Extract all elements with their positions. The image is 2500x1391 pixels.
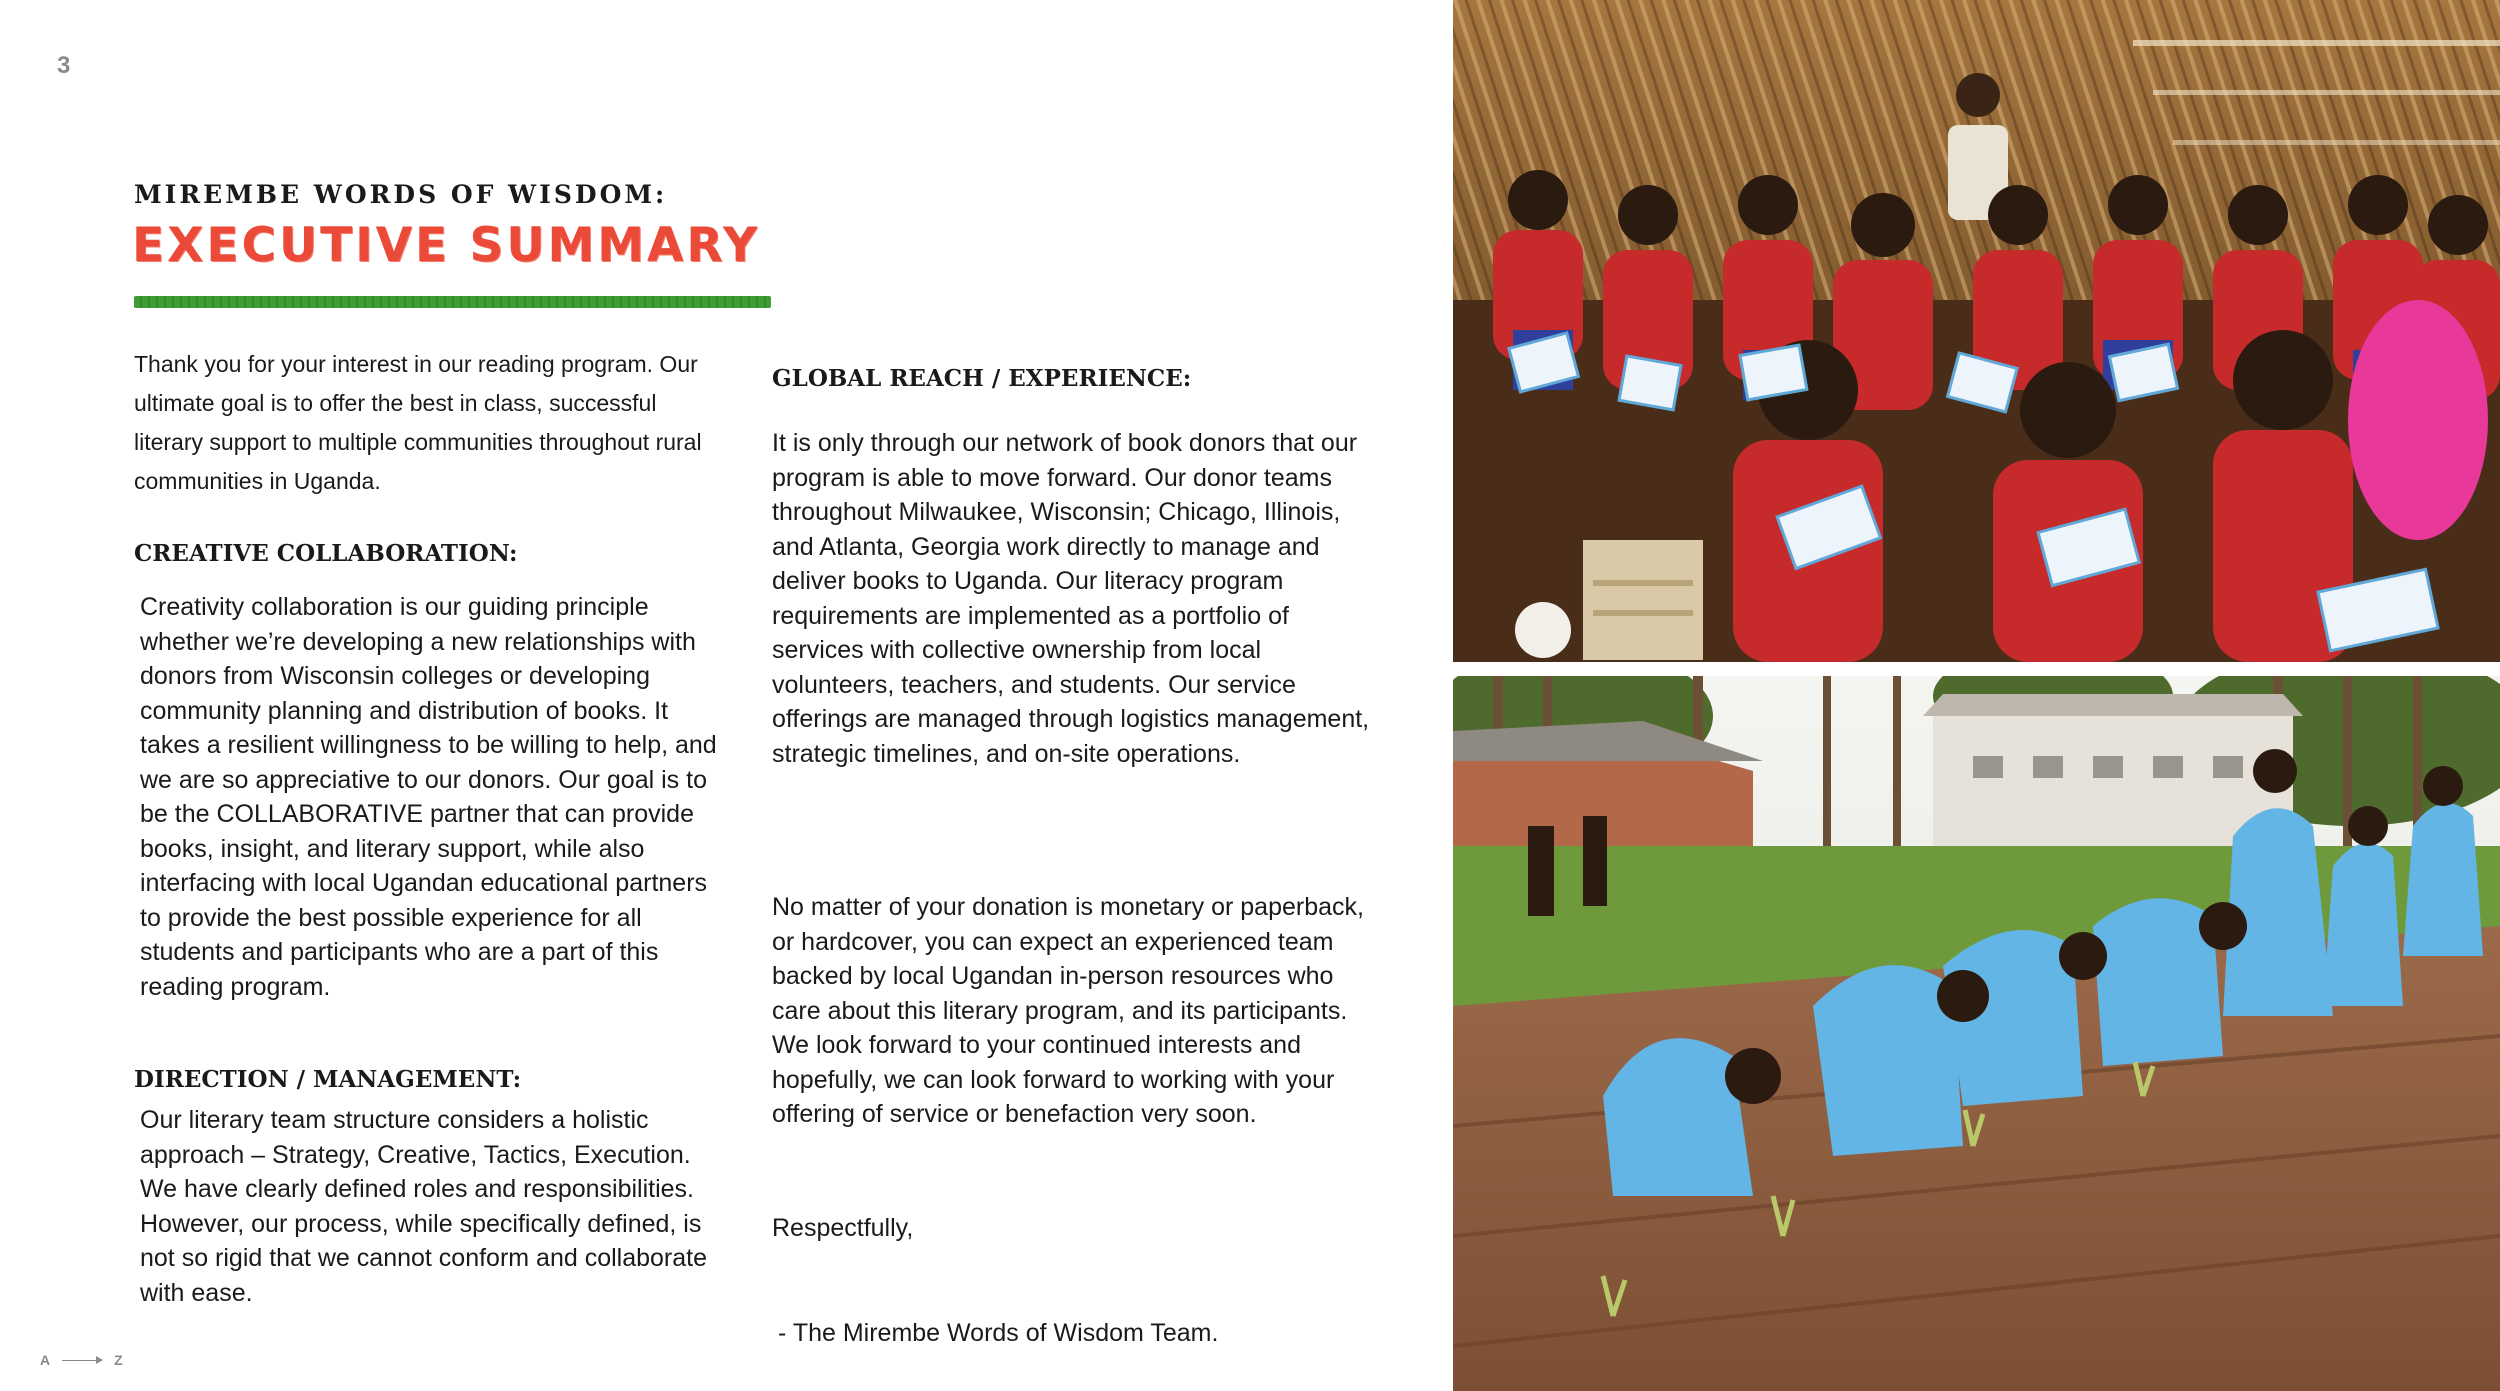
creative-collaboration-heading: CREATIVE COLLABORATION: xyxy=(134,540,518,567)
az-start-letter: A xyxy=(40,1352,51,1368)
title-underline-divider xyxy=(134,296,771,308)
classroom-reading-photo xyxy=(1453,0,2500,662)
direction-management-body: Our literary team structure considers a holistic approach – Strategy, Creative, Tactics, Execution. We have clearly defined roles and responsibilities. However, our process, while specifically defined, is not so rigid that we cannot conform and collaborate with ease. xyxy=(140,1106,708,1307)
global-reach-heading: GLOBAL REACH / EXPERIENCE: xyxy=(772,365,1192,392)
closing-paragraph: No matter of your donation is monetary or paperback, or hardcover, you can expect an experienced team backed by local Ugandan in-person resources who care about this literary program, and its participants. We look forward to your continued interests and hopefully, we can look forward to working with your offering of service or benefaction very soon. xyxy=(772,893,1364,1128)
a-to-z-footer-mark xyxy=(40,1352,123,1368)
closing-signature: - The Mirembe Words of Wisdom Team. xyxy=(778,1319,1219,1347)
creative-collaboration-body: Creativity collaboration is our guiding principle whether we’re developing a new relationships with donors from Wisconsin colleges or developing community planning and distribution of books. It takes a resilient willingness to be willing to help, and we are so appreciative to our donors. Our goal is to be the COLLABORATIVE partner that can provide books, insight, and literary support, while also interfacing with local Ugandan educational partners to provide the best possible experience for all students and participants who are a part of this reading program. xyxy=(140,593,717,1001)
page-number: 3 xyxy=(57,52,71,79)
closing-salutation: Respectfully, xyxy=(772,1214,914,1242)
section-kicker: MIREMBE WORDS OF WISDOM: xyxy=(134,180,668,209)
intro-paragraph: Thank you for your interest in our reading program. Our ultimate goal is to offer the best in class, successful literary support to multiple communities throughout rural communities in Uganda. xyxy=(134,351,702,494)
arrow-right-icon xyxy=(62,1360,102,1361)
direction-management-heading: DIRECTION / MANAGEMENT: xyxy=(134,1066,522,1093)
az-end-letter: Z xyxy=(114,1352,123,1368)
page-title: EXECUTIVE SUMMARY xyxy=(132,218,761,273)
global-reach-body: It is only through our network of book donors that our program is able to move forward. Our donor teams throughout Milwaukee, Wisconsin; Chicago, Illinois, and Atlanta, Georgia work directly to manage and deliver books to Uganda. Our literacy program requirements are implemented as a portfolio of services with collective ownership from local volunteers, teachers, and students. Our service offerings are managed through logistics management, strategic timelines, and on-site operations. xyxy=(772,429,1370,768)
children-gardening-photo xyxy=(1453,676,2500,1391)
